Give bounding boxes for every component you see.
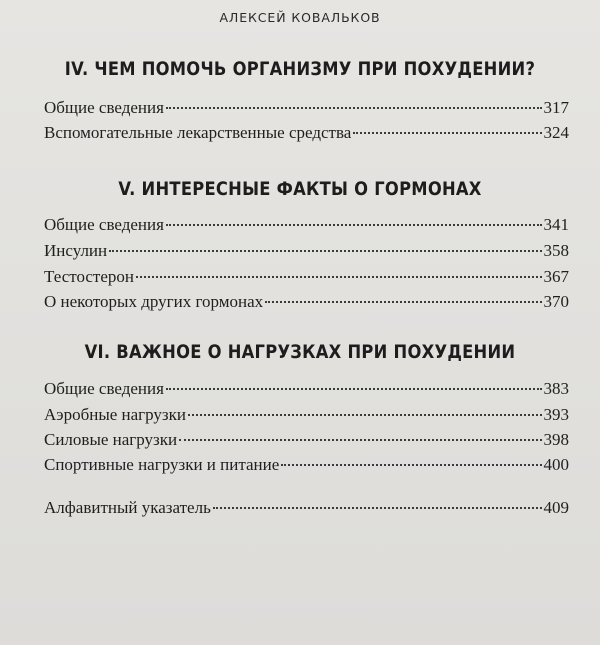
dot-leader	[281, 464, 541, 466]
dot-leader	[188, 414, 541, 416]
toc-entry-title: Общие сведения	[44, 379, 164, 398]
toc-entry-page: 367	[543, 267, 569, 286]
section-heading-iv: IV. ЧЕМ ПОМОЧЬ ОРГАНИЗМУ ПРИ ПОХУДЕНИИ?	[64, 58, 536, 80]
toc-entry-title: Аэробные нагрузки	[44, 405, 187, 424]
dot-leader	[179, 439, 541, 441]
section-heading-vi: VI. ВАЖНОЕ О НАГРУЗКАХ ПРИ ПОХУДЕНИИ	[84, 341, 516, 363]
toc-entry[interactable]	[44, 377, 569, 401]
toc-entry[interactable]	[44, 265, 569, 289]
dot-leader	[136, 276, 542, 278]
toc-entry-page: 317	[543, 98, 569, 117]
toc-entry-index[interactable]	[44, 496, 569, 520]
dot-leader	[213, 507, 542, 509]
toc-entry[interactable]	[44, 121, 569, 145]
toc-entry-title: Общие сведения	[44, 215, 164, 234]
toc-entry-title: Алфавитный указатель	[44, 498, 211, 517]
toc-entry[interactable]	[44, 290, 569, 314]
dot-leader	[265, 301, 541, 303]
toc-entry-title: Инсулин	[44, 241, 108, 260]
dot-leader	[109, 250, 541, 252]
dot-leader	[353, 132, 541, 134]
toc-entry-page: 370	[543, 292, 569, 311]
toc-entry-title: Спортивные нагрузки и питание	[44, 455, 280, 474]
toc-entry-title: Силовые нагрузки	[44, 430, 178, 449]
dot-leader	[166, 107, 542, 109]
dot-leader	[166, 388, 542, 390]
toc-entry-page: 383	[543, 379, 569, 398]
toc-entry[interactable]	[44, 403, 569, 427]
section-heading-v: V. ИНТЕРЕСНЫЕ ФАКТЫ О ГОРМОНАХ	[118, 178, 482, 200]
toc-entry-page: 324	[543, 123, 569, 142]
toc-entry[interactable]	[44, 213, 569, 237]
toc-entry[interactable]	[44, 453, 569, 477]
toc-entry-title: Тестостерон	[44, 267, 134, 286]
toc-entry-title: Общие сведения	[44, 98, 164, 117]
toc-entry-page: 393	[543, 405, 569, 424]
toc-entry[interactable]	[44, 96, 569, 120]
toc-entry[interactable]	[44, 239, 569, 263]
running-head: АЛЕКСЕЙ КОВАЛЬКОВ	[219, 10, 381, 25]
toc-entry-title: О некоторых других гормонах	[44, 292, 264, 311]
toc-entry-page: 358	[543, 241, 569, 260]
toc-entry-page: 398	[543, 430, 569, 449]
toc-entry-title: Вспомогательные лекарственные средства	[44, 123, 352, 142]
toc-entry-page: 400	[543, 455, 569, 474]
dot-leader	[166, 224, 542, 226]
toc-entry-page: 409	[543, 498, 569, 517]
toc-entry-page: 341	[543, 215, 569, 234]
toc-entry[interactable]	[44, 428, 569, 452]
